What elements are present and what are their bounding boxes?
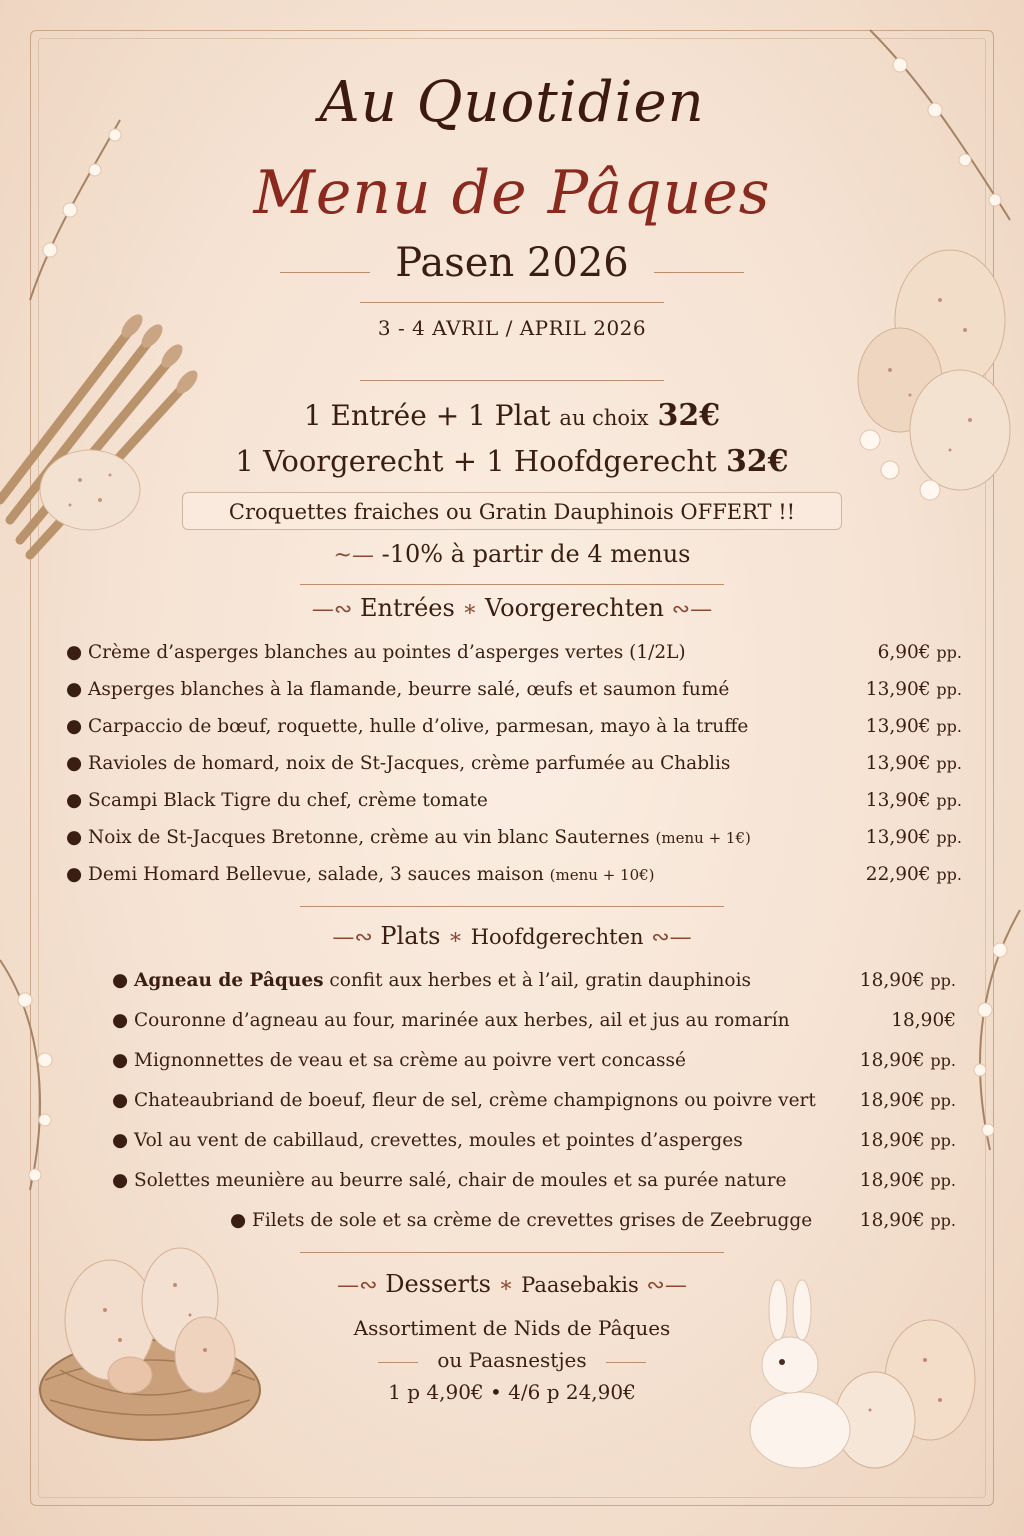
menu-item-main [112, 970, 956, 1000]
menu-item-main [112, 1050, 956, 1080]
flourish-icon: —∾ [332, 925, 373, 950]
menu-item-starter [66, 827, 962, 857]
section-title-mains: —∾ Plats ∗ Hoofdgerechten ∾— [332, 922, 692, 950]
offer-line-nl: 1 Voorgerecht + 1 Hoofdgerecht 32€ [235, 444, 789, 479]
asparagus-icon [0, 300, 200, 580]
item-price: 13,90€ pp. [865, 679, 962, 700]
flourish-icon: ∾— [671, 597, 713, 622]
event-date: 3 - 4 AVRIL / APRIL 2026 [377, 316, 647, 340]
item-price: 18,90€ pp. [859, 1170, 956, 1191]
item-price: 18,90€ pp. [859, 1090, 956, 1111]
dessert-line-2: ou Paasnestjes [437, 1348, 587, 1372]
bullet-icon: ● [112, 1050, 129, 1071]
menu-item-starter [66, 864, 962, 894]
item-price: 6,90€ pp. [877, 642, 962, 663]
item-price: 22,90€ pp. [865, 864, 962, 885]
flourish-icon: —∾ [337, 1273, 378, 1298]
bullet-icon: ● [112, 1010, 129, 1031]
item-note: (menu + 1€) [655, 829, 751, 847]
divider [360, 302, 664, 303]
menu-item-main [230, 1210, 956, 1240]
item-price: 13,90€ pp. [865, 753, 962, 774]
star-icon: ∗ [448, 925, 464, 950]
menu-item-starter [66, 790, 962, 820]
blossom-icon [0, 940, 120, 1200]
menu-item-starter [66, 753, 962, 783]
menu-item-main [112, 1010, 956, 1040]
bullet-icon: ● [66, 716, 83, 737]
item-name: Crème d’asperges blanches au pointes d’asperges vertes (1/2L) [88, 642, 686, 663]
menu-item-main [112, 1090, 956, 1120]
item-price: 18,90€ pp. [859, 1210, 956, 1231]
offer-banner: Croquettes fraiches ou Gratin Dauphinois OFFERT !! [182, 492, 842, 530]
menu-item-starter [66, 716, 962, 746]
section-title-desserts: —∾ Desserts ∗ Paasebakis ∾— [337, 1270, 687, 1298]
dessert-prices: 1 p 4,90€ • 4/6 p 24,90€ [388, 1380, 636, 1404]
item-name: Filets de sole et sa crème de crevettes grises de Zeebrugge [252, 1210, 813, 1231]
flourish-icon: —∾ [311, 597, 353, 622]
divider [300, 584, 724, 585]
bullet-icon: ● [112, 970, 129, 991]
menu-item-starter [66, 679, 962, 709]
brand-title: Au Quotidien [319, 70, 705, 135]
item-name: Vol au vent de cabillaud, crevettes, moules et pointes d’asperges [134, 1130, 743, 1151]
menu-item-main [112, 1170, 956, 1200]
flourish-icon: ∾— [646, 1273, 687, 1298]
item-name: confit aux herbes et à l’ail, gratin dauphinois [323, 970, 751, 991]
item-name: Noix de St-Jacques Bretonne, crème au vin blanc Sauternes [88, 827, 650, 848]
bullet-icon: ● [66, 827, 83, 848]
item-price: 18,90€ [891, 1010, 956, 1031]
divider [360, 380, 664, 381]
item-name: Demi Homard Bellevue, salade, 3 sauces maison [88, 864, 544, 885]
menu-title: Menu de Pâques [253, 158, 771, 228]
item-price: 18,90€ pp. [859, 1130, 956, 1151]
section-title-starters: —∾ Entrées ∗ Voorgerechten ∾— [311, 594, 713, 622]
item-name: Mignonnettes de veau et sa crème au poivre vert concassé [134, 1050, 686, 1071]
item-note: (menu + 10€) [549, 866, 655, 884]
item-price: 18,90€ pp. [859, 1050, 956, 1071]
bullet-icon: ● [66, 679, 83, 700]
item-price: 18,90€ pp. [859, 970, 956, 991]
item-name: Scampi Black Tigre du chef, crème tomate [88, 790, 488, 811]
star-icon: ∗ [498, 1273, 514, 1298]
item-name: Couronne d’agneau au four, marinée aux herbes, ail et jus au romarín [134, 1010, 790, 1031]
bullet-icon: ● [112, 1170, 129, 1191]
item-name: Carpaccio de bœuf, roquette, hulle d’olive, parmesan, mayo à la truffe [88, 716, 749, 737]
bullet-icon: ● [112, 1090, 129, 1111]
divider [300, 906, 724, 907]
divider [654, 272, 744, 273]
divider [280, 272, 370, 273]
item-name: Asperges blanches à la flamande, beurre salé, œufs et saumon fumé [88, 679, 730, 700]
bullet-icon: ● [66, 864, 83, 885]
item-price: 13,90€ pp. [865, 790, 962, 811]
item-name: Solettes meunière au beurre salé, chair de moules et sa purée nature [134, 1170, 787, 1191]
item-name: Ravioles de homard, noix de St-Jacques, crème parfumée au Chablis [88, 753, 731, 774]
menu-item-main [112, 1130, 956, 1160]
menu-item-starter [66, 642, 962, 672]
bullet-icon: ● [66, 753, 83, 774]
item-price: 13,90€ pp. [865, 827, 962, 848]
bullet-icon: ● [66, 790, 83, 811]
divider [378, 1362, 418, 1363]
bullet-icon: ● [230, 1210, 247, 1231]
menu-subtitle: Pasen 2026 [395, 240, 629, 286]
item-name: Chateaubriand de boeuf, fleur de sel, crème champignons ou poivre vert [134, 1090, 816, 1111]
offer-line-fr: 1 Entrée + 1 Plat au choix 32€ [303, 398, 721, 433]
dessert-line-1: Assortiment de Nids de Pâques [353, 1316, 671, 1340]
bunny-icon [740, 1270, 990, 1480]
flourish-icon: ∾— [651, 925, 692, 950]
discount-text: ~— -10% à partir de 4 menus [333, 540, 691, 568]
item-price: 13,90€ pp. [865, 716, 962, 737]
divider [300, 1252, 724, 1253]
divider [606, 1362, 646, 1363]
item-lead: Agneau de Pâques [134, 970, 324, 991]
bullet-icon: ● [112, 1130, 129, 1151]
flourish-icon: ~— [333, 543, 374, 568]
bullet-icon: ● [66, 642, 83, 663]
star-icon: ∗ [462, 597, 478, 622]
